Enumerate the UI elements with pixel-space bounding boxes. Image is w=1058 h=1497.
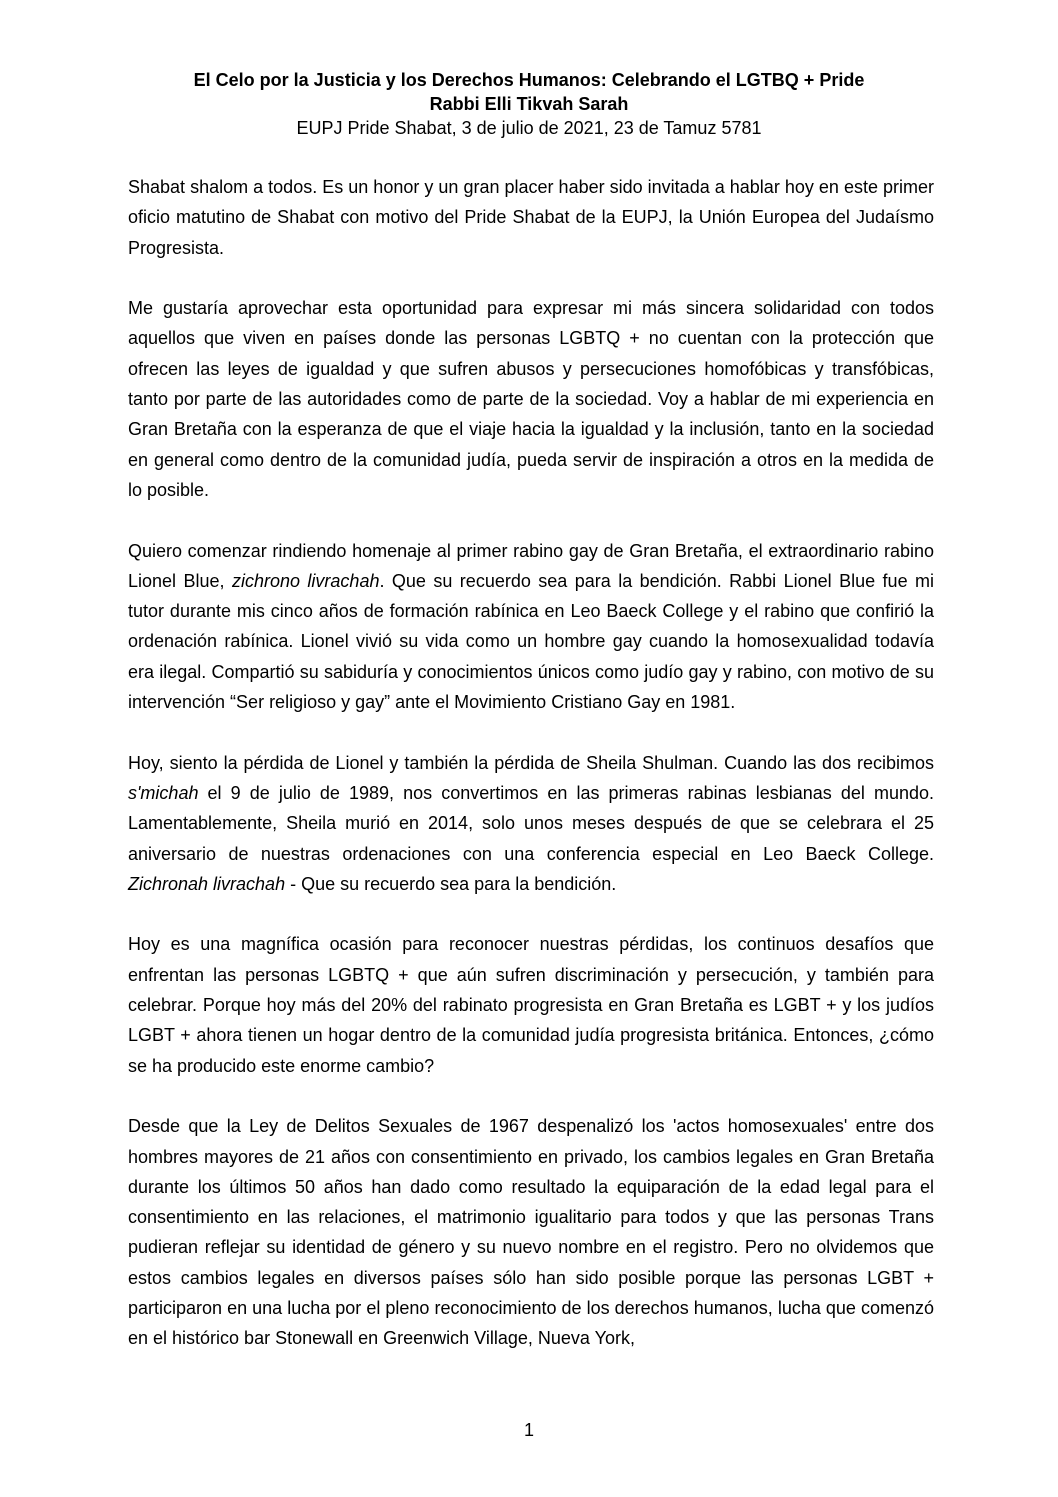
document-body <box>128 172 934 1354</box>
document-title: El Celo por la Justicia y los Derechos Humanos: Celebrando el LGTBQ + Pride <box>193 70 865 90</box>
paragraph-4-text-b: el 9 de julio de 1989, nos convertimos en las primeras rabinas lesbianas del mundo. Lamentablemente, Sheila murió en 2014, solo unos meses después de que se celebrara el 25 aniversario de nuestras ordenaciones con una conferencia especial en Leo Baeck College. <box>128 782 934 864</box>
page-number: 1 <box>523 1420 534 1440</box>
paragraph-5: Hoy es una magnífica ocasión para reconocer nuestras pérdidas, los continuos desafíos que enfrentan las personas LGBTQ + que aún sufren discriminación y persecución, y también para celebrar. Porque hoy más del 20% del rabinato progresista en Gran Bretaña es LGBT + y los judíos LGBT + ahora tienen un hogar dentro de la comunidad judía progresista británica. Entonces, ¿cómo se ha producido este enorme cambio? <box>128 934 934 1076</box>
document-author: Rabbi Elli Tikvah Sarah <box>429 94 629 114</box>
paragraph-4-italic-2: Zichronah livrachah <box>128 873 286 894</box>
paragraph-4-text-c: - Que su recuerdo sea para la bendición. <box>285 873 617 894</box>
paragraph-4-italic-1: s'michah <box>128 782 199 803</box>
paragraph-6: Desde que la Ley de Delitos Sexuales de 1967 despenalizó los 'actos homosexuales' entre dos hombres mayores de 21 años con consentimiento en privado, los cambios legales en Gran Bretaña durante los últimos 50 años han dado como resultado la equiparación de la edad legal para el consentimiento en las relaciones, el matrimonio igualitario para todos y que las personas Trans pudieran reflejar su identidad de género y su nuevo nombre en el registro. Pero no olvidemos que estos cambios legales en diversos países sólo han sido posible porque las personas LGBT + participaron en una lucha por el pleno reconocimiento de los derechos humanos, lucha que comenzó en el histórico bar Stonewall en Greenwich Village, Nueva York, <box>128 1116 934 1349</box>
paragraph-3-text-b: . Que su recuerdo sea para la bendición. Rabbi Lionel Blue fue mi tutor durante mis cinco años de formación rabínica en Leo Baeck College y el rabino que confirió la ordenación rabínica. Lionel vivió su vida como un hombre gay cuando la homosexualidad todavía era ilegal. Compartió su sabiduría y conocimientos únicos como judío gay y rabino, con motivo de su intervención “Ser religioso y gay” ante el Movimiento Cristiano Gay en 1981. <box>128 570 935 713</box>
paragraph-4-text-a: Hoy, siento la pérdida de Lionel y también la pérdida de Sheila Shulman. Cuando las dos recibimos <box>128 752 934 773</box>
paragraph-2: Me gustaría aprovechar esta oportunidad para expresar mi más sincera solidaridad con todos aquellos que viven en países donde las personas LGBTQ + no cuentan con la protección que ofrecen las leyes de igualdad y que sufren abusos y persecuciones homofóbicas y transfóbicas, tanto por parte de las autoridades como de parte de la sociedad. Voy a hablar de mi experiencia en Gran Bretaña con la esperanza de que el viaje hacia la igualdad y la inclusión, tanto en la sociedad en general como dentro de la comunidad judía, pueda servir de inspiración a otros en la medida de lo posible. <box>128 298 934 500</box>
paragraph-4 <box>128 748 934 899</box>
document-header <box>100 68 958 140</box>
document-subtitle: EUPJ Pride Shabat, 3 de julio de 2021, 23 de Tamuz 5781 <box>296 118 762 138</box>
paragraph-1: Shabat shalom a todos. Es un honor y un gran placer haber sido invitada a hablar hoy en este primer oficio matutino de Shabat con motivo del Pride Shabat de la EUPJ, la Unión Europea del Judaísmo Progresista. <box>128 177 934 258</box>
paragraph-3-text-a: Quiero comenzar rindiendo homenaje al primer rabino gay de Gran Bretaña, el extraordinario rabino Lionel Blue, <box>128 540 934 591</box>
paragraph-3-italic: zichrono livrachah <box>231 570 380 591</box>
paragraph-3 <box>128 536 934 718</box>
